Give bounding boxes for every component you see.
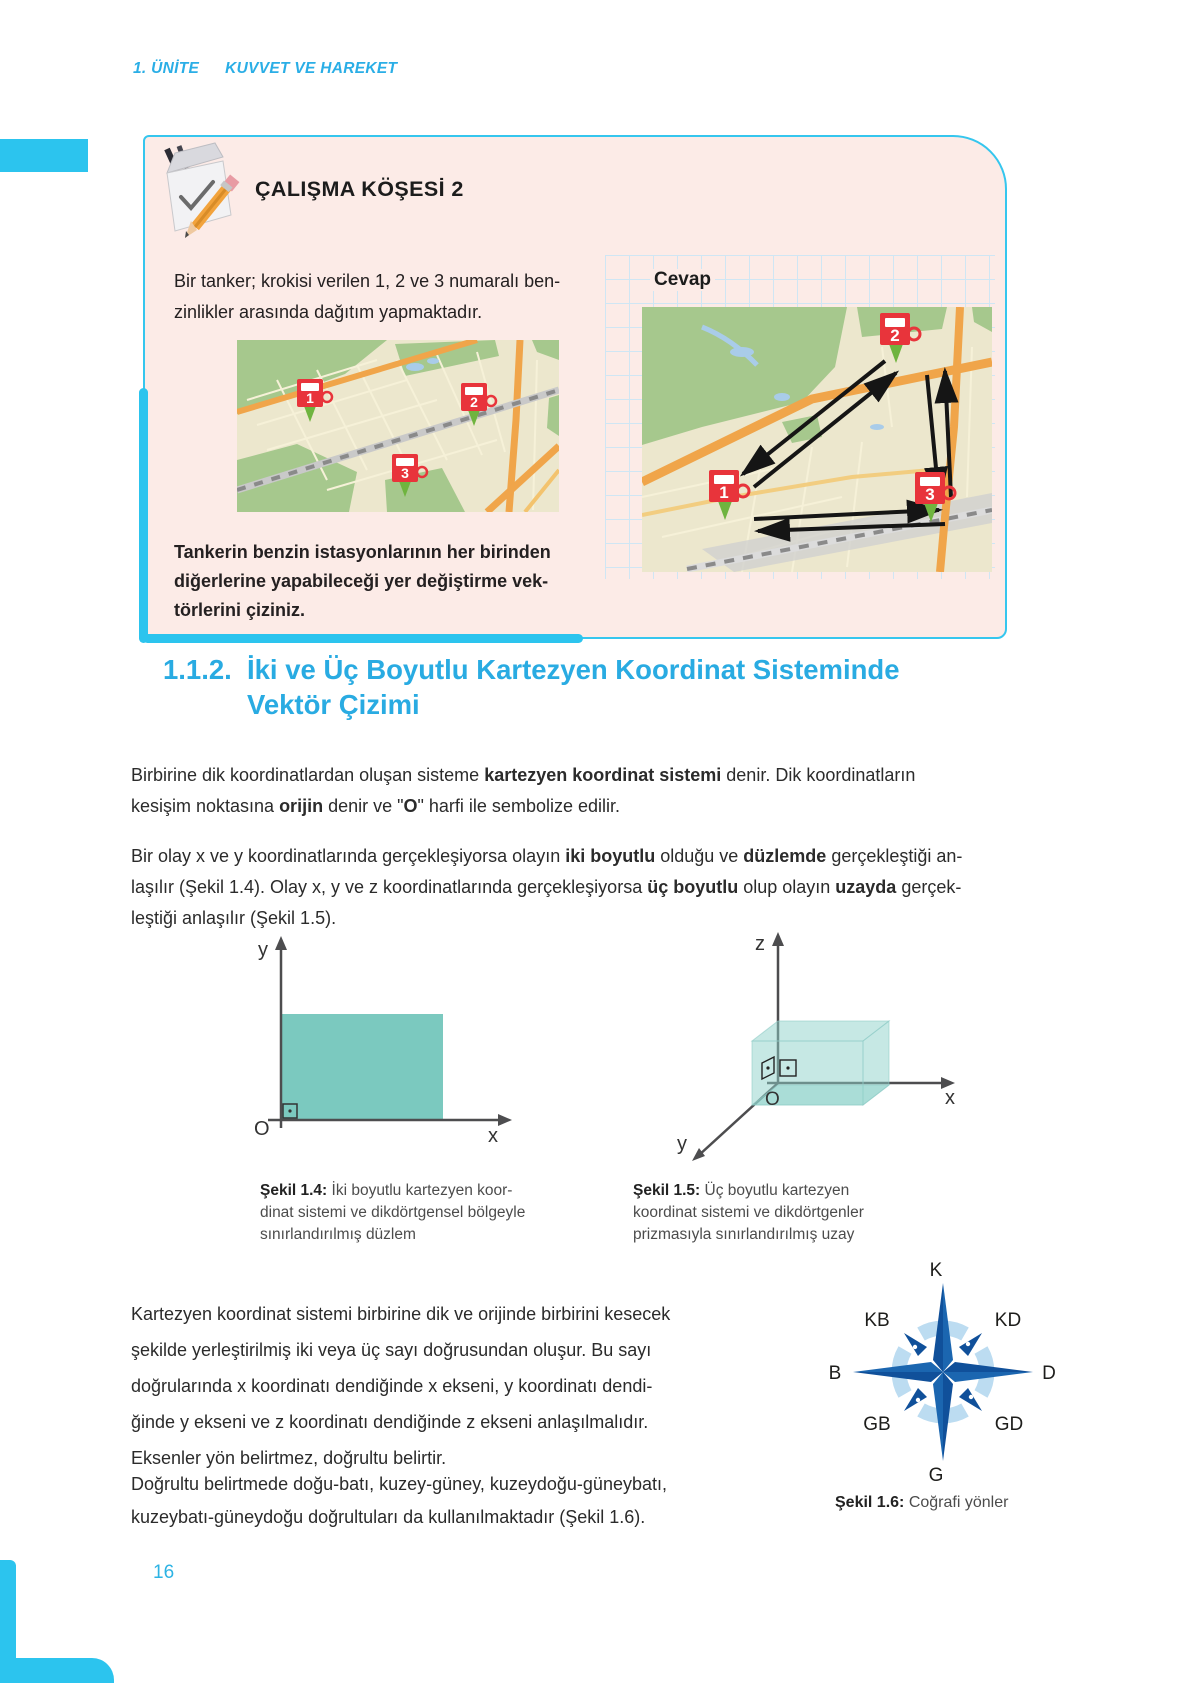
paragraph-dogrultular <box>131 1468 771 1534</box>
label-south: G <box>928 1465 944 1486</box>
station-sketch-map <box>237 340 559 512</box>
text-line: ğinde y ekseni ve z koordinatı dendiğinde z ekseni anlaşılmalıdır. <box>131 1412 649 1432</box>
label-southwest: GB <box>863 1414 891 1435</box>
section-number: 1.1.2. <box>163 654 232 685</box>
section-title-line: İki ve Üç Boyutlu Kartezyen Koordinat Sisteminde <box>247 654 900 685</box>
x-axis-label: x <box>945 1087 955 1109</box>
answer-vector-map <box>642 307 992 572</box>
text-line: Bir olay x ve y koordinatlarında gerçekleşiyorsa olayın iki boyutlu olduğu ve düzlemde gerçekleştiği an- <box>131 846 963 866</box>
corner-decoration <box>0 1658 114 1683</box>
figure-2d-cartesian <box>240 928 520 1143</box>
text-line: kuzeybatı-güneydoğu doğrultuları da kullanılmaktadır (Şekil 1.6). <box>131 1507 646 1527</box>
y-axis-label: y <box>258 939 268 961</box>
station-number: 2 <box>470 394 478 410</box>
box-accent-left <box>139 388 148 643</box>
task-line: törlerini çiziniz. <box>174 600 306 620</box>
task-line: Tankerin benzin istasyonlarının her birinden <box>174 542 551 562</box>
unit-label: 1. ÜNİTE <box>133 60 200 77</box>
problem-text <box>174 266 560 328</box>
caption-line: prizmasıyla sınırlandırılmış uzay <box>633 1226 855 1243</box>
caption-line: Şekil 1.6: Coğrafi yönler <box>835 1494 1009 1511</box>
workbox-title: ÇALIŞMA KÖŞESİ 2 <box>255 177 464 201</box>
answer-label: Cevap <box>650 269 715 291</box>
notepad-pencil-icon <box>153 141 248 241</box>
problem-line: zinlikler arasında dağıtım yapmaktadır. <box>174 302 483 322</box>
text-line: Kartezyen koordinat sistemi birbirine dik ve orijinde birbirini kesecek <box>131 1304 671 1324</box>
label-southeast: GD <box>994 1414 1024 1435</box>
answer-area <box>605 255 995 579</box>
unit-header <box>133 60 397 78</box>
z-axis-arrow <box>772 932 784 946</box>
calisma-kosesi-box <box>143 135 1007 639</box>
text-line: Birbirine dik koordinatlardan oluşan sisteme kartezyen koordinat sistemi denir. Dik koordinatların <box>131 765 916 785</box>
page-number: 16 <box>153 1562 175 1583</box>
station-number: 2 <box>890 326 900 345</box>
problem-line: Bir tanker; krokisi verilen 1, 2 ve 3 numaralı ben- <box>174 271 561 291</box>
label-east: D <box>1042 1363 1056 1384</box>
text-line: doğrularında x koordinatı dendiğinde x ekseni, y koordinatı dendi- <box>131 1376 653 1396</box>
figure-1-6-caption <box>835 1492 1008 1514</box>
compass-rose <box>815 1238 1085 1503</box>
label-west: B <box>828 1363 842 1384</box>
section-title-line: Vektör Çizimi <box>247 689 420 720</box>
label-northwest: KB <box>864 1310 890 1331</box>
paragraph-eksenler <box>131 1296 771 1476</box>
box-accent-bottom <box>143 634 583 643</box>
text-line: Eksenler yön belirtmez, doğrultu belirtir. <box>131 1448 447 1468</box>
origin-label: O <box>765 1089 780 1110</box>
z-axis-label: z <box>755 933 765 955</box>
figure-3d-cartesian <box>615 898 965 1170</box>
shaded-plane-region <box>281 1014 443 1120</box>
station-number: 1 <box>306 390 314 406</box>
label-north: K <box>929 1260 943 1281</box>
text-line: şekilde yerleştirilmiş iki veya üç sayı doğrusundan oluşur. Bu sayı <box>131 1340 652 1360</box>
paragraph-kartezyen-tanim <box>131 760 915 822</box>
text-line: Doğrultu belirtmede doğu-batı, kuzey-güney, kuzeydoğu-güneybatı, <box>131 1474 667 1494</box>
caption-line: Şekil 1.4: İki boyutlu kartezyen koor- <box>260 1182 513 1199</box>
caption-line: Şekil 1.5: Üç boyutlu kartezyen <box>633 1182 850 1199</box>
y-axis-label: y <box>677 1133 687 1155</box>
text-line: laşılır (Şekil 1.4). Olay x, y ve z koordinatlarında gerçekleşiyorsa üç boyutlu olup olayın uzayda gerçek- <box>131 877 962 897</box>
y-axis-arrow <box>275 936 287 950</box>
caption-line: koordinat sistemi ve dikdörtgenler <box>633 1204 864 1221</box>
task-line: diğerlerine yapabileceği yer değiştirme vek- <box>174 571 549 591</box>
margin-tab <box>0 139 88 172</box>
figure-1-4-caption <box>260 1180 570 1246</box>
x-axis-label: x <box>488 1125 498 1143</box>
section-heading <box>163 652 900 722</box>
x-axis-arrow <box>498 1114 512 1126</box>
station-number: 1 <box>719 483 729 502</box>
figure-1-5-caption <box>633 1180 913 1246</box>
caption-line: sınırlandırılmış düzlem <box>260 1226 416 1243</box>
label-northeast: KD <box>994 1310 1022 1331</box>
caption-line: dinat sistemi ve dikdörtgensel bölgeyle <box>260 1204 526 1221</box>
unit-title: KUVVET VE HAREKET <box>225 60 398 77</box>
station-number: 3 <box>401 465 409 481</box>
origin-label: O <box>254 1118 270 1140</box>
text-line: kesişim noktasına orijin denir ve "O" harfi ile sembolize edilir. <box>131 796 620 816</box>
station-number: 3 <box>925 485 935 504</box>
text-line: leştiği anlaşılır (Şekil 1.5). <box>131 908 337 928</box>
task-text <box>174 538 551 625</box>
